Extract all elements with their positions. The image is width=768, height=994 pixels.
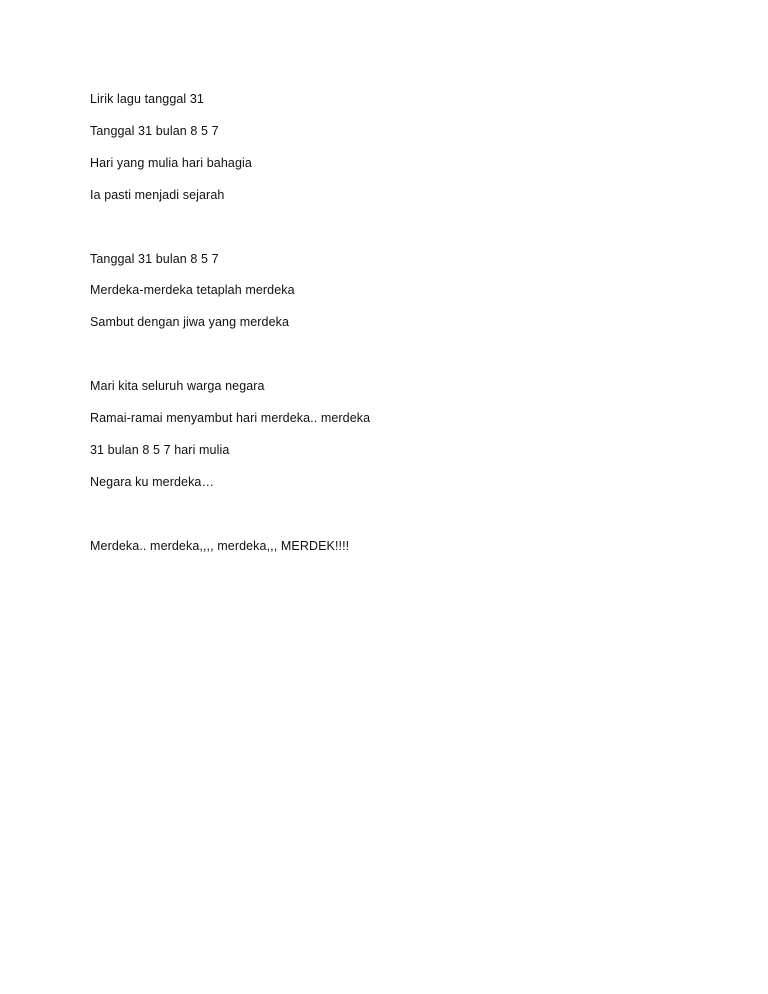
lyrics-line: Sambut dengan jiwa yang merdeka: [90, 315, 290, 329]
lyrics-closing: Merdeka.. merdeka,,,, merdeka,,, MERDEK!!!!: [90, 539, 350, 553]
lyrics-line: Merdeka-merdeka tetaplah merdeka: [90, 283, 295, 297]
lyrics-line: Hari yang mulia hari bahagia: [90, 156, 252, 170]
lyrics-line: Tanggal 31 bulan 8 5 7: [90, 252, 219, 266]
lyrics-line: Tanggal 31 bulan 8 5 7: [90, 124, 219, 138]
lyrics-line: Ia pasti menjadi sejarah: [90, 188, 225, 202]
lyrics-line: Negara ku merdeka…: [90, 475, 215, 489]
lyrics-line: Mari kita seluruh warga negara: [90, 379, 265, 393]
lyrics-line: Ramai-ramai menyambut hari merdeka.. merdeka: [90, 411, 371, 425]
lyrics-title: Lirik lagu tanggal 31: [90, 92, 204, 106]
lyrics-line: 31 bulan 8 5 7 hari mulia: [90, 443, 230, 457]
